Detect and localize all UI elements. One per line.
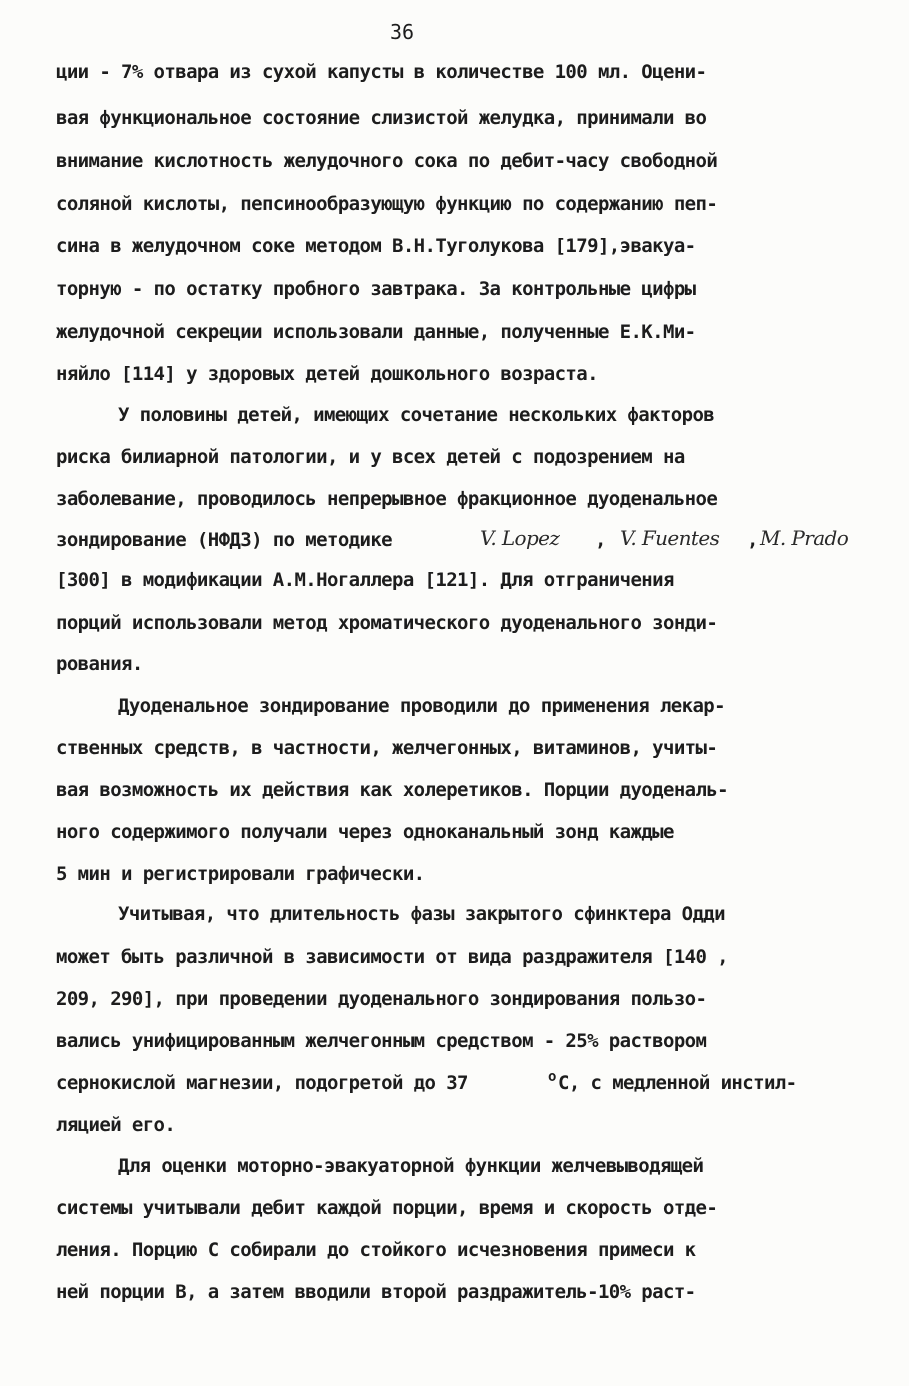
text-line: ления. Порцию С собирали до стойкого исчезновения примеси к [56,1239,696,1261]
text-line: , [747,529,758,551]
text-line: С, с медленной инстил- [558,1072,797,1094]
handwritten-author-fuentes: V. Fuentes [620,526,720,550]
handwritten-author-prado: M. Prado [760,526,849,550]
text-line: торную - по остатку пробного завтрака. За контрольные цифры [56,278,696,300]
text-line: может быть различной в зависимости от вида раздражителя [140 , [56,946,729,968]
text-line: Для оценки моторно-эвакуаторной функции желчевыводящей [118,1155,704,1177]
text-line: системы учитывали дебит каждой порции, время и скорость отде- [56,1197,718,1219]
text-line: У половины детей, имеющих сочетание нескольких факторов [118,404,715,426]
text-line: [300] в модификации А.М.Ногаллера [121]. Для отграничения [56,569,674,591]
text-line: соляной кислоты, пепсинообразующую функцию по содержанию пеп- [56,193,718,215]
text-line: сина в желудочном соке методом В.Н.Туголукова [179],эвакуа- [56,235,696,257]
text-line: 5 мин и регистрировали графически. [56,863,425,885]
text-line: ного содержимого получали через одноканальный зонд каждые [56,821,674,843]
degree-superscript: о [548,1069,556,1085]
text-line: Учитывая, что длительность фазы закрытого сфинктера Одди [118,903,725,925]
text-line: вая функциональное состояние слизистой желудка, принимали во [56,107,707,129]
text-line: внимание кислотность желудочного сока по дебит-часу свободной [56,150,718,172]
text-line: няйло [114] у здоровых детей дошкольного возраста. [56,363,598,385]
text-line: вая возможность их действия как холеретиков. Порции дуоденаль- [56,779,729,801]
text-line: , [595,529,617,551]
text-line: ции - 7% отвара из сухой капусты в количестве 100 мл. Оцени- [56,61,707,83]
text-line: вались унифицированным желчегонным средством - 25% раствором [56,1030,707,1052]
handwritten-author-lopez: V. Lopez [480,526,560,550]
text-line: риска билиарной патологии, и у всех детей с подозрением на [56,446,685,468]
text-line: ляцией его. [56,1114,176,1136]
page-number: 36 [390,20,415,44]
text-line: заболевание, проводилось непрерывное фракционное дуоденальное [56,488,718,510]
text-line: порций использовали метод хроматического дуоденального зонди- [56,612,718,634]
text-line: сернокислой магнезии, подогретой до 37 [56,1072,479,1094]
text-line: ней порции В, а затем вводили второй раздражитель-10% раст- [56,1281,696,1303]
text-line: Дуоденальное зондирование проводили до применения лекар- [118,695,725,717]
text-line: рования. [56,653,143,675]
text-line: 209, 290], при проведении дуоденального зондирования пользо- [56,988,707,1010]
text-line: желудочной секреции использовали данные, полученные Е.К.Ми- [56,321,696,343]
text-line: ственных средств, в частности, желчегонных, витаминов, учиты- [56,737,718,759]
text-line: зондирование (НФДЗ) по методике [56,529,393,551]
